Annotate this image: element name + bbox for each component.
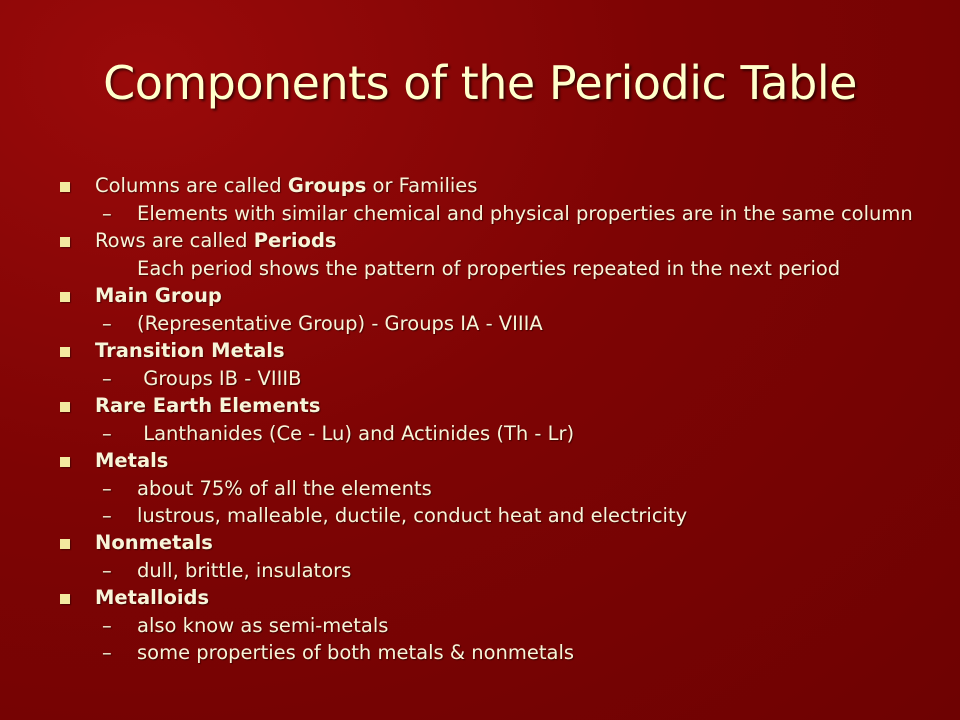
bullet-item (60, 174, 920, 198)
sub-bullet-item (60, 560, 920, 582)
dash-bullet-icon: – (102, 477, 112, 500)
square-bullet-icon (60, 292, 70, 302)
bullet-text: Columns are called (95, 174, 288, 197)
bullet-text: Rare Earth Elements (95, 394, 321, 417)
bullet-text: or Families (366, 174, 478, 197)
sub-bullet-text: Elements with similar chemical and physical properties are in the same column (137, 202, 913, 225)
bullet-text: Main Group (95, 284, 222, 307)
bullet-item (60, 229, 920, 253)
sub-bullet-item (60, 615, 920, 637)
sub-bullet-item (60, 505, 920, 527)
sub-bullet-text: Groups IB - VIIIB (137, 367, 302, 390)
sub-bullet-item (60, 478, 920, 500)
bullet-text: Rows are called (95, 229, 254, 252)
sub-bullet-item (60, 642, 920, 664)
sub-bullet-text: about 75% of all the elements (137, 477, 432, 500)
bullet-text: Nonmetals (95, 531, 213, 554)
dash-bullet-icon: – (102, 641, 112, 664)
sub-bullet-item (60, 313, 920, 335)
square-bullet-icon (60, 402, 70, 412)
bullet-text: Metalloids (95, 586, 210, 609)
square-bullet-icon (60, 237, 70, 247)
sub-bullet-text: dull, brittle, insulators (137, 559, 352, 582)
bullet-item (60, 449, 920, 473)
square-bullet-icon (60, 539, 70, 549)
dash-bullet-icon: – (102, 559, 112, 582)
square-bullet-icon (60, 347, 70, 357)
bullet-text: Transition Metals (95, 339, 285, 362)
sub-bullet-text: also know as semi-metals (137, 614, 389, 637)
bullet-text: Metals (95, 449, 169, 472)
square-bullet-icon (60, 182, 70, 192)
dash-bullet-icon: – (102, 312, 112, 335)
dash-bullet-icon: – (102, 422, 112, 445)
sub-bullet-item (60, 423, 920, 445)
bullet-text: Groups (287, 174, 367, 197)
dash-bullet-icon: – (102, 367, 112, 390)
bullet-text: Periods (253, 229, 337, 252)
sub-bullet-text: lustrous, malleable, ductile, conduct heat and electricity (137, 504, 688, 527)
slide-title: Components of the Periodic Table (103, 56, 857, 110)
bullet-item (60, 394, 920, 418)
dash-bullet-icon: – (102, 504, 112, 527)
sub-bullet-item (60, 258, 920, 280)
sub-bullet-item (60, 203, 920, 225)
dash-bullet-icon: – (102, 614, 112, 637)
sub-bullet-item (60, 368, 920, 390)
bullet-item (60, 531, 920, 555)
square-bullet-icon (60, 594, 70, 604)
dash-bullet-icon: – (102, 202, 112, 225)
bullet-item (60, 339, 920, 363)
sub-bullet-text: Lanthanides (Ce - Lu) and Actinides (Th - Lr) (137, 422, 575, 445)
sub-bullet-text: (Representative Group) - Groups IA - VIIIA (137, 312, 543, 335)
bullet-list (60, 170, 920, 664)
sub-bullet-text: some properties of both metals & nonmetals (137, 641, 575, 664)
bullet-item (60, 586, 920, 610)
sub-bullet-text: Each period shows the pattern of properties repeated in the next period (137, 257, 841, 280)
bullet-item (60, 284, 920, 308)
square-bullet-icon (60, 457, 70, 467)
